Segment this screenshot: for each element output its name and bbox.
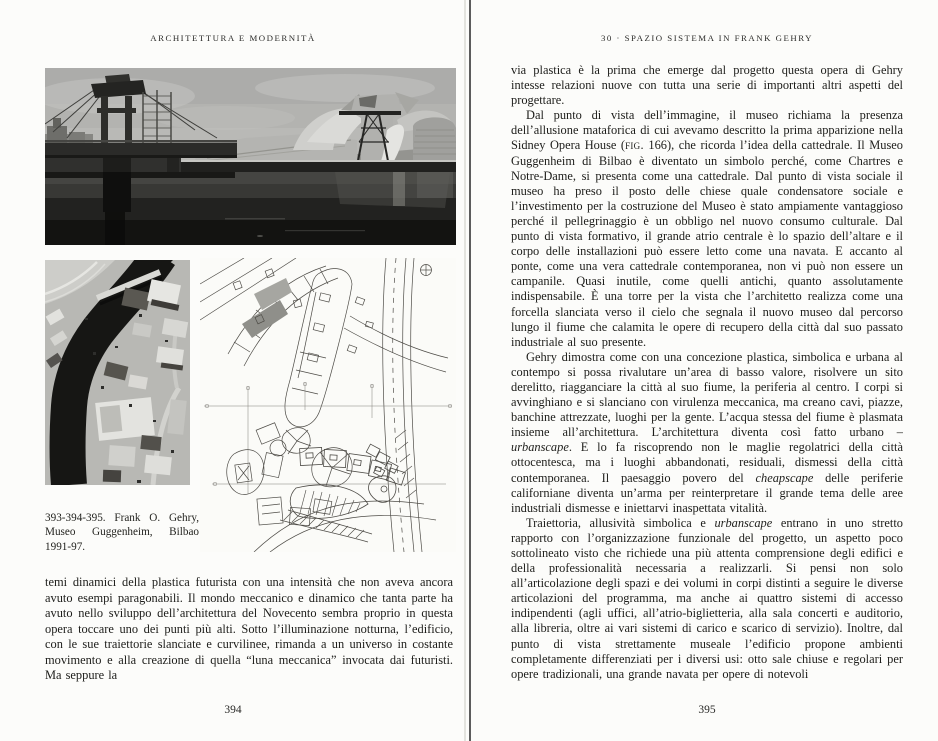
site-plan-image: [200, 258, 456, 552]
paragraph-4: Traiettoria, allusività simbolica e urbanscape entrano in uno stretto rapporto con l’organizzazione funzionale del progetto, un aspetto poco sottolineato visto che richiede una più attenta comprensione degli edifici e della professionalità necessaria a realizzarli. Si pensi non solo all’articolazione degli spazi e dei volumi in corpi distinti a seguire le diverse articolazioni del programma, ma anche ai quattro sistemi di accesso indipendenti (agli uffici, all’atrio-biglietteria, alla sala concerti e auditorio, alla libreria, oltre ai vari sistemi di carico e scarico di servizio). Inoltre, dal punto di vista strettamente museale l’edificio propone ambienti completamente differenziati per i diversi usi: otto sale chiuse e regolari per opere tradizionali, una grande navata per opere di notevoli: [511, 515, 903, 681]
page-fold-shadow: [464, 0, 466, 741]
running-head-right: 30 · SPAZIO SISTEMA IN FRANK GEHRY: [601, 33, 813, 43]
figure-aerial-photo: [45, 260, 190, 485]
paragraph-2: Dal punto di vista dell’immagine, il museo richiama la presenza dell’allusione mataforica di cui avevamo descritto la prima apparizione nella Sidney Opera House (fig. 166), che ricorda l’idea della cattedrale. Il Museo Guggenheim di Bilbao è diventato un simbolo perché, come Chartres e Notre-Dame, si presenta come una cattedrale. Dal punto di vista sociale il museo ha preso il posto delle chiese quale condensatore sociale e l’investimento per la costruzione del Museo è stato ampiamente vantaggioso perché il pellegrinaggio è un obbligo nel nuovo consumo culturale. Dal punto di vista formativo, il grande atrio centrale è lo spazio dell’altare e il corpo delle installazioni può essere letto come una navata. E accanto al ponte, come una vera cattedrale contemporanea, non vi può non essere un campanile. Quasi inutile, come quelli antichi, quanto assolutamente indispensabile. È una torre per la vista che l’architetto realizza come una forcella slanciata verso il cielo che segnala il nuovo museo dal percorso lungo il fiume che calamita le opere di recupero della città dal suo passato industriale al suo presente.: [511, 108, 903, 349]
figure-museum-photo: [45, 68, 456, 245]
page-number-right: 395: [698, 704, 716, 716]
left-page-body-text: [45, 575, 453, 695]
figure-site-plan-drawing: [200, 258, 456, 552]
quay-embankment: [181, 160, 456, 172]
figure-caption: 393-394-395. Frank O. Gehry, Museo Guggenheim, Bilbao 1991-97.: [45, 512, 199, 553]
running-head-left: ARCHITETTURA E MODERNITÀ: [150, 33, 316, 43]
water-reflections: [45, 172, 456, 245]
left-paragraph: temi dinamici della plastica futurista con una intensità che non aveva ancora avuto esempi paragonabili. Il mondo meccanico e dinamico che tanta parte ha avuto nello sviluppo dell’architettura del Novecento sembra proprio in questa opera toccare uno dei punti più alti. Sotto l’illuminazione notturna, l’edificio, con le sue traiettorie slanciate e curvilinee, rimanda a un universo in costante movimento e alla creazione di quella “luna meccanica” invocata dai futuristi. Ma seppure la: [45, 575, 453, 682]
page-number-left: 394: [224, 704, 242, 716]
museum-photo-image: [45, 68, 456, 245]
north-symbol: [421, 265, 432, 276]
aerial-photo-image: [45, 260, 190, 485]
page-gutter-divider: [469, 0, 471, 741]
paragraph-3: Gehry dimostra come con una concezione plastica, simbolica e urbana al contempo si possa rivalutare un’area di basso valore, risolvere un sito derelitto, riagganciare la città al suo fiume, la periferia al centro. I corpi si avvinghiano e si slanciano con virulenza meccanica, ma creano cavi, piazze, banchine attrezzate, luoghi per la gente. L’acqua stessa del fiume è plasmata insieme all’architettura. L’architettura diventa così fatto urbano – urbanscape. E lo fa riscoprendo non le maglie regolatrici della città ottocentesca, ma i luoghi abbandonati, residuali, dismessi della città contemporanea. Il paesaggio povero del cheapscape delle periferie californiane diventa un’arma per reinterpretare il grande tema delle aree industriali dismesse e iniettarvi inaspettata vitalità.: [511, 349, 903, 515]
right-page-body-text: [511, 63, 903, 700]
paragraph-1: via plastica è la prima che emerge dal progetto questa opera di Gehry intesse relazioni nuove con tutta una serie di importanti altri aspetti del progettare.: [511, 63, 903, 108]
